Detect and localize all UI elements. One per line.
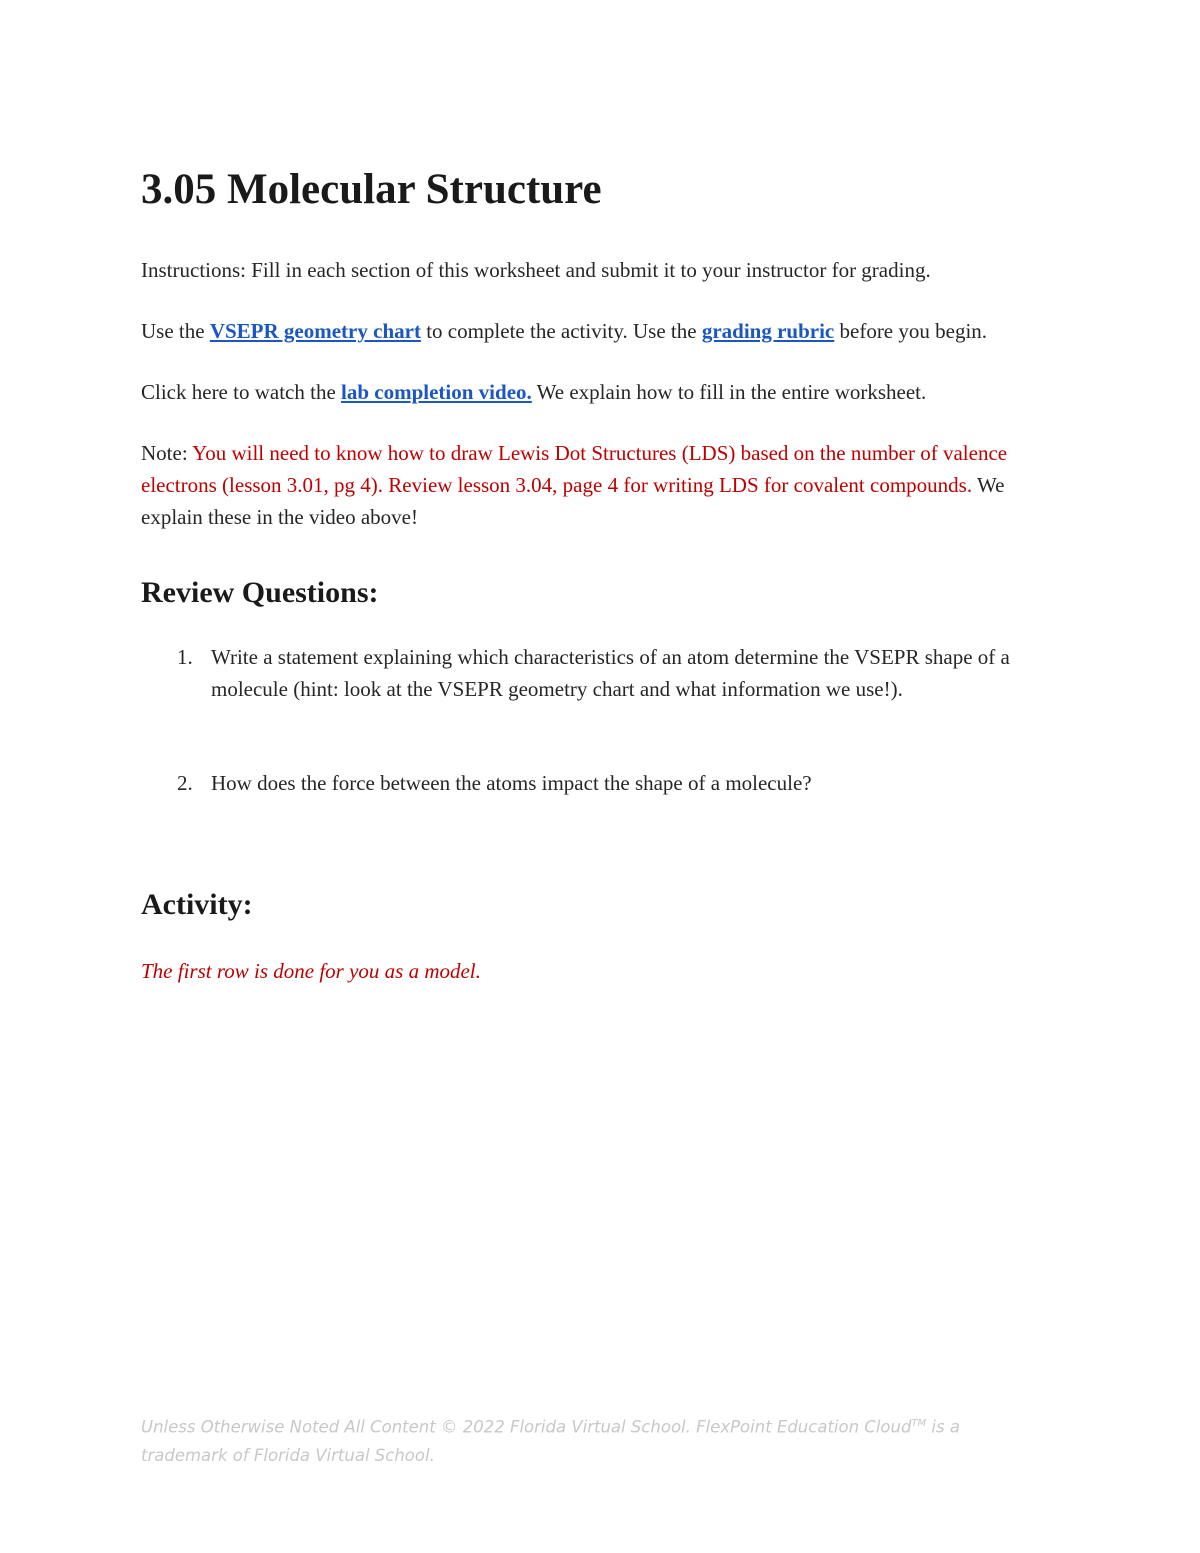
question-text: Write a statement explaining which characteristics of an atom determine the VSEPR shape of a molecule (hint: look at the VSEPR geometry chart and what information we use!). (211, 645, 1010, 701)
footer-text-before: Unless Otherwise Noted All Content © 2022 Florida Virtual School. FlexPoint Education Cloud (141, 1417, 912, 1437)
grading-rubric-link[interactable]: grading rubric (701, 319, 835, 343)
review-heading: Review Questions: (141, 576, 379, 609)
question-text: How does the force between the atoms impact the shape of a molecule? (211, 771, 812, 795)
video-line-after: We explain how to fill in the entire worksheet. (531, 380, 927, 404)
review-question-1 (141, 641, 1071, 705)
review-question-2 (141, 767, 1071, 799)
activity-model-note: The first row is done for you as a model. (141, 959, 481, 983)
question-number: 1. (177, 645, 193, 669)
copyright-footer (141, 1410, 1041, 1470)
use-line-middle: to complete the activity. Use the (420, 319, 702, 343)
use-chart-paragraph (141, 315, 1071, 347)
use-line-before: Use the (141, 319, 210, 343)
instructions-text: Instructions: Fill in each section of this worksheet and submit it to your instructor for grading. (141, 258, 931, 282)
trademark-symbol: TM (911, 1418, 927, 1429)
activity-heading: Activity: (141, 888, 253, 921)
use-line-after: before you begin. (834, 319, 988, 343)
footer-text-after: is a trademark of Florida Virtual School. (141, 1417, 960, 1465)
note-red-text: You will need to know how to draw Lewis Dot Structures (LDS) based on the number of valence electrons (lesson 3.01, pg 4). Review lesson 3.04, page 4 for writing LDS for covalent compounds. (141, 441, 1008, 497)
question-number: 2. (177, 771, 193, 795)
vsepr-chart-link[interactable]: VSEPR geometry chart (209, 319, 421, 343)
note-after: We explain these in the video above! (141, 473, 1005, 529)
video-line-before: Click here to watch the (141, 380, 342, 404)
note-label: Note: (141, 441, 193, 465)
note-paragraph (141, 437, 1071, 533)
review-question-list (141, 641, 1071, 799)
page-title: 3.05 Molecular Structure (141, 166, 602, 213)
worksheet-content (141, 160, 1071, 987)
video-paragraph (141, 376, 1071, 408)
lab-video-link[interactable]: lab completion video. (341, 380, 532, 404)
